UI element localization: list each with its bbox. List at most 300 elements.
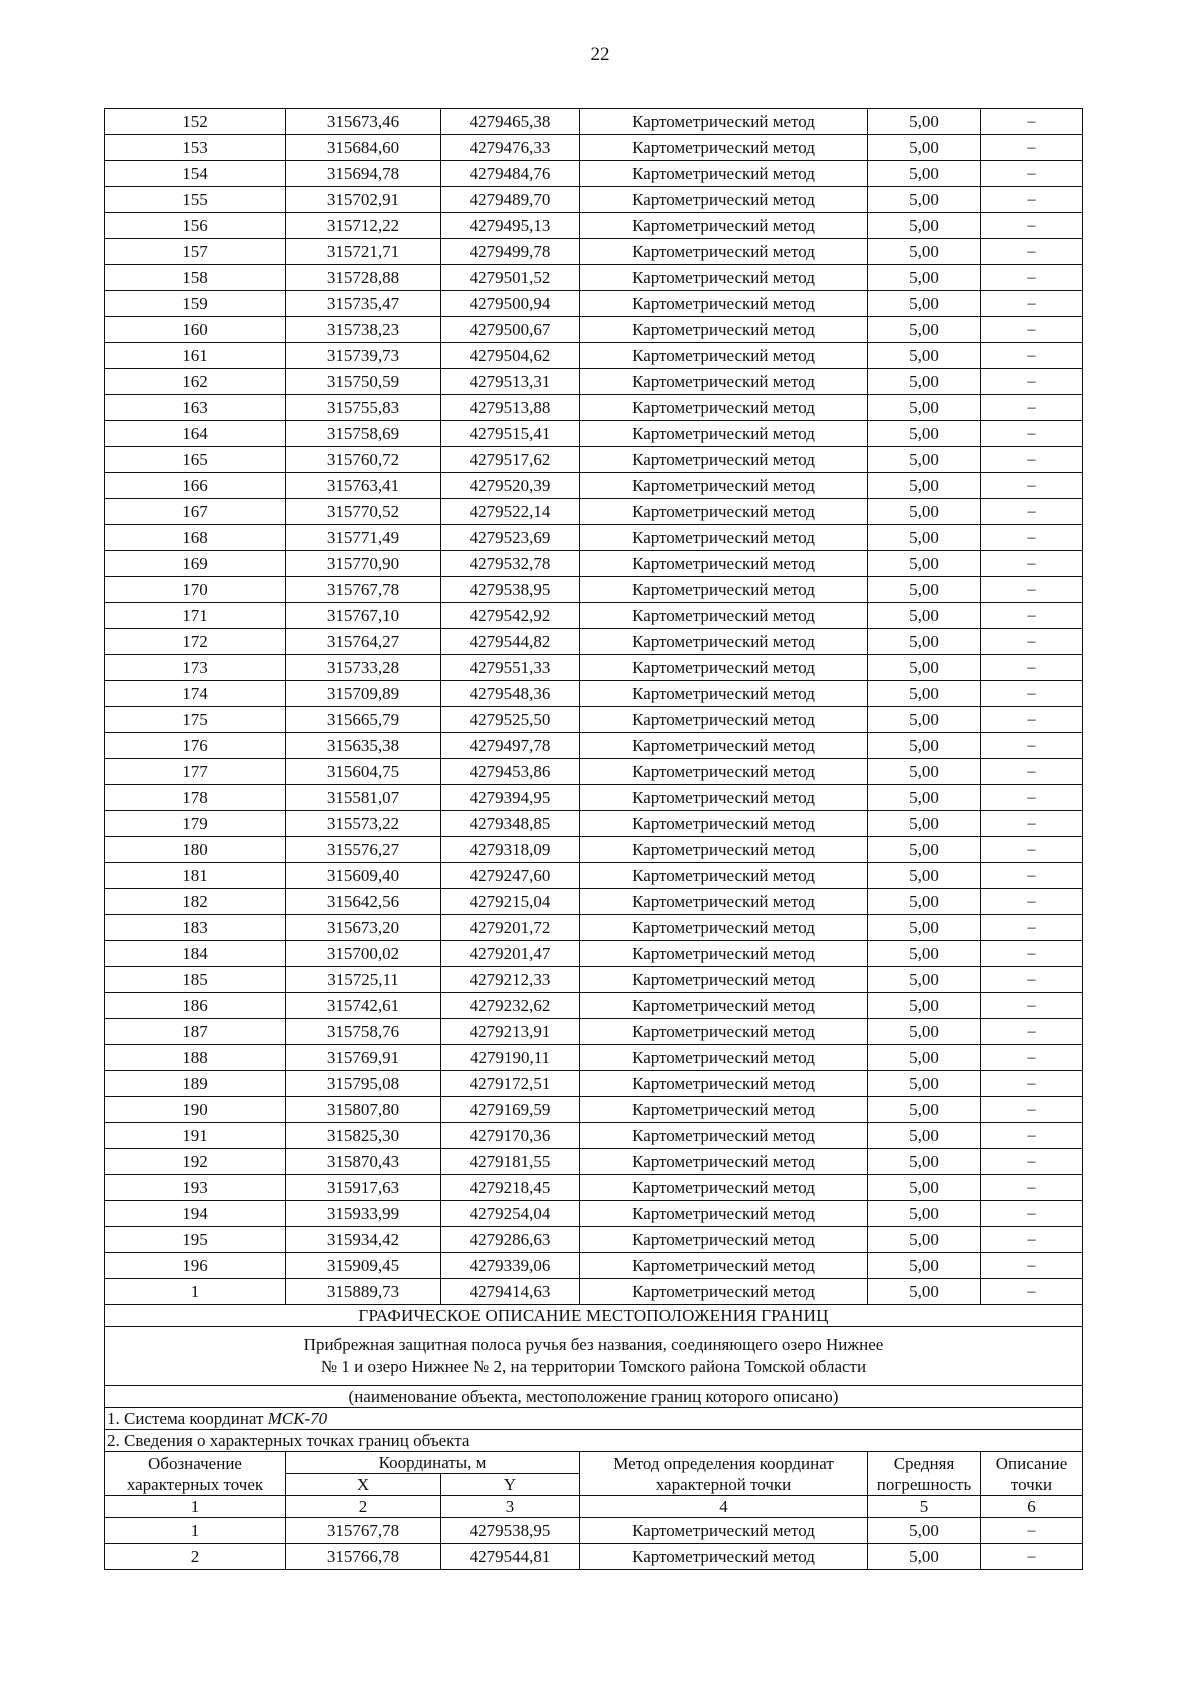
mean-error-cell: 5,00 [868, 889, 981, 915]
mean-error-cell: 5,00 [868, 395, 981, 421]
coord-x-cell: 315738,23 [286, 317, 441, 343]
coord-y-cell: 4279218,45 [441, 1175, 580, 1201]
point-number-cell: 2 [105, 1544, 286, 1570]
method-cell: Картометрический метод [580, 1227, 868, 1253]
coord-y-cell: 4279515,41 [441, 421, 580, 447]
coord-y-cell: 4279232,62 [441, 993, 580, 1019]
coord-x-cell: 315733,28 [286, 655, 441, 681]
points-info-row: 2. Сведения о характерных точках границ объекта [105, 1430, 1083, 1452]
coord-y-cell: 4279489,70 [441, 187, 580, 213]
description-cell: – [981, 525, 1083, 551]
table-row [105, 1123, 1083, 1149]
description-cell: – [981, 733, 1083, 759]
coord-x-cell: 315665,79 [286, 707, 441, 733]
point-number-cell: 152 [105, 109, 286, 135]
method-cell: Картометрический метод [580, 239, 868, 265]
coord-y-cell: 4279414,63 [441, 1279, 580, 1305]
description-cell: – [981, 577, 1083, 603]
coord-x-cell: 315609,40 [286, 863, 441, 889]
method-cell: Картометрический метод [580, 1544, 868, 1570]
mean-error-cell: 5,00 [868, 187, 981, 213]
header-error-line2: погрешность [876, 1474, 972, 1494]
coord-y-cell: 4279544,82 [441, 629, 580, 655]
description-cell: – [981, 1201, 1083, 1227]
coord-x-cell: 315770,52 [286, 499, 441, 525]
coord-x-cell: 315760,72 [286, 447, 441, 473]
table-row [105, 915, 1083, 941]
method-cell: Картометрический метод [580, 915, 868, 941]
header-description-line1: Описание [995, 1453, 1068, 1473]
description-cell: – [981, 759, 1083, 785]
method-cell: Картометрический метод [580, 1279, 868, 1305]
description-cell: – [981, 603, 1083, 629]
coord-y-cell: 4279501,52 [441, 265, 580, 291]
mean-error-cell: 5,00 [868, 1123, 981, 1149]
point-number-cell: 153 [105, 135, 286, 161]
page-number: 22 [590, 44, 610, 65]
point-number-cell: 181 [105, 863, 286, 889]
method-cell: Картометрический метод [580, 525, 868, 551]
table-row [105, 109, 1083, 135]
method-cell: Картометрический метод [580, 395, 868, 421]
method-cell: Картометрический метод [580, 889, 868, 915]
table-row [105, 1253, 1083, 1279]
coord-y-cell: 4279522,14 [441, 499, 580, 525]
mean-error-cell: 5,00 [868, 707, 981, 733]
description-cell: – [981, 1227, 1083, 1253]
description-cell: – [981, 473, 1083, 499]
point-number-cell: 155 [105, 187, 286, 213]
table-row [105, 681, 1083, 707]
coord-x-cell: 315739,73 [286, 343, 441, 369]
method-cell: Картометрический метод [580, 213, 868, 239]
description-cell: – [981, 629, 1083, 655]
description-cell: – [981, 1544, 1083, 1570]
coord-y-cell: 4279254,04 [441, 1201, 580, 1227]
object-caption: (наименование объекта, местоположение границ которого описано) [105, 1386, 1083, 1408]
mean-error-cell: 5,00 [868, 1045, 981, 1071]
coord-x-cell: 315576,27 [286, 837, 441, 863]
table-row [105, 213, 1083, 239]
coord-y-cell: 4279538,95 [441, 577, 580, 603]
coord-x-cell: 315700,02 [286, 941, 441, 967]
coord-x-cell: 315807,80 [286, 1097, 441, 1123]
method-cell: Картометрический метод [580, 733, 868, 759]
point-number-cell: 173 [105, 655, 286, 681]
coord-x-cell: 315573,22 [286, 811, 441, 837]
description-cell: – [981, 317, 1083, 343]
point-number-cell: 174 [105, 681, 286, 707]
mean-error-cell: 5,00 [868, 1253, 981, 1279]
table-row [105, 239, 1083, 265]
mean-error-cell: 5,00 [868, 135, 981, 161]
table-row [105, 785, 1083, 811]
description-cell: – [981, 343, 1083, 369]
object-name-line1: Прибрежная защитная полоса ручья без названия, соединяющего озеро Нижнее [303, 1335, 884, 1354]
method-cell: Картометрический метод [580, 837, 868, 863]
point-number-cell: 188 [105, 1045, 286, 1071]
table-row [105, 811, 1083, 837]
object-name-line2: № 1 и озеро Нижнее № 2, на территории Томского района Томской области [320, 1357, 867, 1376]
description-cell: – [981, 135, 1083, 161]
coord-x-cell: 315770,90 [286, 551, 441, 577]
coord-y-cell: 4279339,06 [441, 1253, 580, 1279]
coord-y-cell: 4279504,62 [441, 343, 580, 369]
point-number-cell: 171 [105, 603, 286, 629]
table-row [105, 629, 1083, 655]
coord-x-cell: 315758,69 [286, 421, 441, 447]
method-cell: Картометрический метод [580, 967, 868, 993]
method-cell: Картометрический метод [580, 291, 868, 317]
header-designation [105, 1452, 286, 1496]
mean-error-cell: 5,00 [868, 421, 981, 447]
point-number-cell: 194 [105, 1201, 286, 1227]
coord-y-cell: 4279548,36 [441, 681, 580, 707]
mean-error-cell: 5,00 [868, 239, 981, 265]
coord-x-cell: 315767,10 [286, 603, 441, 629]
table-row [105, 135, 1083, 161]
table-row [105, 1201, 1083, 1227]
coord-x-cell: 315767,78 [286, 1518, 441, 1544]
point-number-cell: 182 [105, 889, 286, 915]
section-header [105, 1305, 1083, 1518]
mean-error-cell: 5,00 [868, 811, 981, 837]
method-cell: Картометрический метод [580, 785, 868, 811]
table-row [105, 1071, 1083, 1097]
coord-y-cell: 4279538,95 [441, 1518, 580, 1544]
description-cell: – [981, 837, 1083, 863]
table-row [105, 967, 1083, 993]
column-number-4: 4 [580, 1496, 868, 1518]
table-row [105, 291, 1083, 317]
point-number-cell: 191 [105, 1123, 286, 1149]
mean-error-cell: 5,00 [868, 1097, 981, 1123]
point-number-cell: 175 [105, 707, 286, 733]
header-description-line2: точки [1010, 1474, 1053, 1494]
coord-x-cell: 315755,83 [286, 395, 441, 421]
coord-y-cell: 4279212,33 [441, 967, 580, 993]
table-row [105, 1227, 1083, 1253]
coord-x-cell: 315702,91 [286, 187, 441, 213]
coord-y-cell: 4279201,47 [441, 941, 580, 967]
coord-x-cell: 315694,78 [286, 161, 441, 187]
coord-x-cell: 315728,88 [286, 265, 441, 291]
description-cell: – [981, 161, 1083, 187]
coord-x-cell: 315934,42 [286, 1227, 441, 1253]
coord-x-cell: 315758,76 [286, 1019, 441, 1045]
coord-y-cell: 4279181,55 [441, 1149, 580, 1175]
method-cell: Картометрический метод [580, 447, 868, 473]
method-cell: Картометрический метод [580, 317, 868, 343]
table-row [105, 993, 1083, 1019]
coord-y-cell: 4279348,85 [441, 811, 580, 837]
coord-y-cell: 4279544,81 [441, 1544, 580, 1570]
mean-error-cell: 5,00 [868, 967, 981, 993]
coord-x-cell: 315889,73 [286, 1279, 441, 1305]
coord-y-cell: 4279500,67 [441, 317, 580, 343]
description-cell: – [981, 681, 1083, 707]
mean-error-cell: 5,00 [868, 1175, 981, 1201]
mean-error-cell: 5,00 [868, 369, 981, 395]
description-cell: – [981, 447, 1083, 473]
point-number-cell: 176 [105, 733, 286, 759]
coord-y-cell: 4279499,78 [441, 239, 580, 265]
mean-error-cell: 5,00 [868, 941, 981, 967]
point-number-cell: 162 [105, 369, 286, 395]
mean-error-cell: 5,00 [868, 603, 981, 629]
table-row [105, 707, 1083, 733]
mean-error-cell: 5,00 [868, 655, 981, 681]
coord-system-row [105, 1408, 1083, 1430]
mean-error-cell: 5,00 [868, 317, 981, 343]
points-table-body-top [105, 109, 1083, 1305]
coord-y-cell: 4279318,09 [441, 837, 580, 863]
description-cell: – [981, 551, 1083, 577]
table-row [105, 343, 1083, 369]
method-cell: Картометрический метод [580, 1123, 868, 1149]
description-cell: – [981, 291, 1083, 317]
table-row [105, 551, 1083, 577]
coord-y-cell: 4279532,78 [441, 551, 580, 577]
coord-x-cell: 315581,07 [286, 785, 441, 811]
table-row [105, 1045, 1083, 1071]
description-cell: – [981, 655, 1083, 681]
point-number-cell: 177 [105, 759, 286, 785]
coord-x-cell: 315933,99 [286, 1201, 441, 1227]
description-cell: – [981, 1253, 1083, 1279]
table-row [105, 395, 1083, 421]
table-row [105, 863, 1083, 889]
point-number-cell: 158 [105, 265, 286, 291]
point-number-cell: 160 [105, 317, 286, 343]
method-cell: Картометрический метод [580, 421, 868, 447]
mean-error-cell: 5,00 [868, 1149, 981, 1175]
mean-error-cell: 5,00 [868, 161, 981, 187]
table-row [105, 1518, 1083, 1544]
table-row [105, 889, 1083, 915]
method-cell: Картометрический метод [580, 551, 868, 577]
table-row [105, 1149, 1083, 1175]
header-designation-line1: Обозначение [148, 1453, 242, 1473]
coord-system-label: 1. Система координат [107, 1409, 264, 1428]
description-cell: – [981, 395, 1083, 421]
method-cell: Картометрический метод [580, 1253, 868, 1279]
coord-y-cell: 4279500,94 [441, 291, 580, 317]
method-cell: Картометрический метод [580, 499, 868, 525]
mean-error-cell: 5,00 [868, 343, 981, 369]
header-coordinates: Координаты, м [286, 1452, 580, 1474]
table-row [105, 941, 1083, 967]
mean-error-cell: 5,00 [868, 1279, 981, 1305]
point-number-cell: 167 [105, 499, 286, 525]
table-row [105, 447, 1083, 473]
mean-error-cell: 5,00 [868, 733, 981, 759]
description-cell: – [981, 1019, 1083, 1045]
point-number-cell: 183 [105, 915, 286, 941]
table-row [105, 187, 1083, 213]
coord-y-cell: 4279394,95 [441, 785, 580, 811]
method-cell: Картометрический метод [580, 1201, 868, 1227]
point-number-cell: 195 [105, 1227, 286, 1253]
point-number-cell: 156 [105, 213, 286, 239]
point-number-cell: 193 [105, 1175, 286, 1201]
coord-y-cell: 4279551,33 [441, 655, 580, 681]
table-row [105, 577, 1083, 603]
coord-x-cell: 315642,56 [286, 889, 441, 915]
coord-y-cell: 4279169,59 [441, 1097, 580, 1123]
mean-error-cell: 5,00 [868, 993, 981, 1019]
point-number-cell: 196 [105, 1253, 286, 1279]
description-cell: – [981, 187, 1083, 213]
table-row [105, 421, 1083, 447]
points-table-body-bottom [105, 1518, 1083, 1570]
description-cell: – [981, 1045, 1083, 1071]
description-cell: – [981, 421, 1083, 447]
mean-error-cell: 5,00 [868, 1544, 981, 1570]
coord-x-cell: 315870,43 [286, 1149, 441, 1175]
coord-y-cell: 4279525,50 [441, 707, 580, 733]
method-cell: Картометрический метод [580, 1518, 868, 1544]
method-cell: Картометрический метод [580, 1149, 868, 1175]
mean-error-cell: 5,00 [868, 525, 981, 551]
point-number-cell: 184 [105, 941, 286, 967]
mean-error-cell: 5,00 [868, 265, 981, 291]
point-number-cell: 190 [105, 1097, 286, 1123]
table-row [105, 265, 1083, 291]
table-row [105, 837, 1083, 863]
description-cell: – [981, 915, 1083, 941]
coord-y-cell: 4279520,39 [441, 473, 580, 499]
method-cell: Картометрический метод [580, 993, 868, 1019]
method-cell: Картометрический метод [580, 187, 868, 213]
mean-error-cell: 5,00 [868, 291, 981, 317]
description-cell: – [981, 1071, 1083, 1097]
method-cell: Картометрический метод [580, 655, 868, 681]
point-number-cell: 170 [105, 577, 286, 603]
header-method-line1: Метод определения координат [613, 1453, 834, 1473]
table-row [105, 1175, 1083, 1201]
coord-y-cell: 4279215,04 [441, 889, 580, 915]
point-number-cell: 179 [105, 811, 286, 837]
point-number-cell: 169 [105, 551, 286, 577]
table-row [105, 603, 1083, 629]
point-number-cell: 166 [105, 473, 286, 499]
method-cell: Картометрический метод [580, 707, 868, 733]
column-number-2: 2 [286, 1496, 441, 1518]
point-number-cell: 168 [105, 525, 286, 551]
point-number-cell: 185 [105, 967, 286, 993]
point-number-cell: 187 [105, 1019, 286, 1045]
coord-x-cell: 315750,59 [286, 369, 441, 395]
coord-x-cell: 315673,20 [286, 915, 441, 941]
table-row [105, 473, 1083, 499]
mean-error-cell: 5,00 [868, 1227, 981, 1253]
method-cell: Картометрический метод [580, 343, 868, 369]
point-number-cell: 189 [105, 1071, 286, 1097]
description-cell: – [981, 1123, 1083, 1149]
coord-x-cell: 315742,61 [286, 993, 441, 1019]
method-cell: Картометрический метод [580, 369, 868, 395]
coord-y-cell: 4279513,88 [441, 395, 580, 421]
method-cell: Картометрический метод [580, 135, 868, 161]
coord-y-cell: 4279513,31 [441, 369, 580, 395]
description-cell: – [981, 369, 1083, 395]
mean-error-cell: 5,00 [868, 473, 981, 499]
point-number-cell: 157 [105, 239, 286, 265]
point-number-cell: 161 [105, 343, 286, 369]
header-designation-line2: характерных точек [126, 1474, 264, 1494]
method-cell: Картометрический метод [580, 629, 868, 655]
header-method [580, 1452, 868, 1496]
point-number-cell: 186 [105, 993, 286, 1019]
description-cell: – [981, 863, 1083, 889]
description-cell: – [981, 1175, 1083, 1201]
description-cell: – [981, 1149, 1083, 1175]
coord-x-cell: 315909,45 [286, 1253, 441, 1279]
description-cell: – [981, 239, 1083, 265]
method-cell: Картометрический метод [580, 681, 868, 707]
mean-error-cell: 5,00 [868, 1019, 981, 1045]
header-description [981, 1452, 1083, 1496]
method-cell: Картометрический метод [580, 941, 868, 967]
header-x: X [286, 1474, 441, 1496]
mean-error-cell: 5,00 [868, 577, 981, 603]
mean-error-cell: 5,00 [868, 1518, 981, 1544]
coord-y-cell: 4279201,72 [441, 915, 580, 941]
column-number-3: 3 [441, 1496, 580, 1518]
coord-x-cell: 315769,91 [286, 1045, 441, 1071]
description-cell: – [981, 499, 1083, 525]
table-row [105, 499, 1083, 525]
coord-y-cell: 4279170,36 [441, 1123, 580, 1149]
coord-x-cell: 315673,46 [286, 109, 441, 135]
point-number-cell: 163 [105, 395, 286, 421]
table-row [105, 369, 1083, 395]
coord-x-cell: 315764,27 [286, 629, 441, 655]
coord-x-cell: 315712,22 [286, 213, 441, 239]
table-row [105, 1097, 1083, 1123]
method-cell: Картометрический метод [580, 577, 868, 603]
table-row [105, 317, 1083, 343]
coord-y-cell: 4279247,60 [441, 863, 580, 889]
method-cell: Картометрический метод [580, 109, 868, 135]
description-cell: – [981, 941, 1083, 967]
mean-error-cell: 5,00 [868, 1071, 981, 1097]
mean-error-cell: 5,00 [868, 109, 981, 135]
description-cell: – [981, 707, 1083, 733]
mean-error-cell: 5,00 [868, 551, 981, 577]
description-cell: – [981, 889, 1083, 915]
section-heading: ГРАФИЧЕСКОЕ ОПИСАНИЕ МЕСТОПОЛОЖЕНИЯ ГРАНИЦ [105, 1305, 1083, 1327]
coord-y-cell: 4279484,76 [441, 161, 580, 187]
mean-error-cell: 5,00 [868, 785, 981, 811]
method-cell: Картометрический метод [580, 161, 868, 187]
point-number-cell: 154 [105, 161, 286, 187]
coordinates-table [104, 108, 1083, 1570]
point-number-cell: 172 [105, 629, 286, 655]
coord-y-cell: 4279523,69 [441, 525, 580, 551]
table-row [105, 759, 1083, 785]
method-cell: Картометрический метод [580, 863, 868, 889]
point-number-cell: 180 [105, 837, 286, 863]
table-row [105, 1279, 1083, 1305]
coord-x-cell: 315721,71 [286, 239, 441, 265]
description-cell: – [981, 1097, 1083, 1123]
point-number-cell: 1 [105, 1279, 286, 1305]
mean-error-cell: 5,00 [868, 213, 981, 239]
header-error [868, 1452, 981, 1496]
coord-y-cell: 4279517,62 [441, 447, 580, 473]
